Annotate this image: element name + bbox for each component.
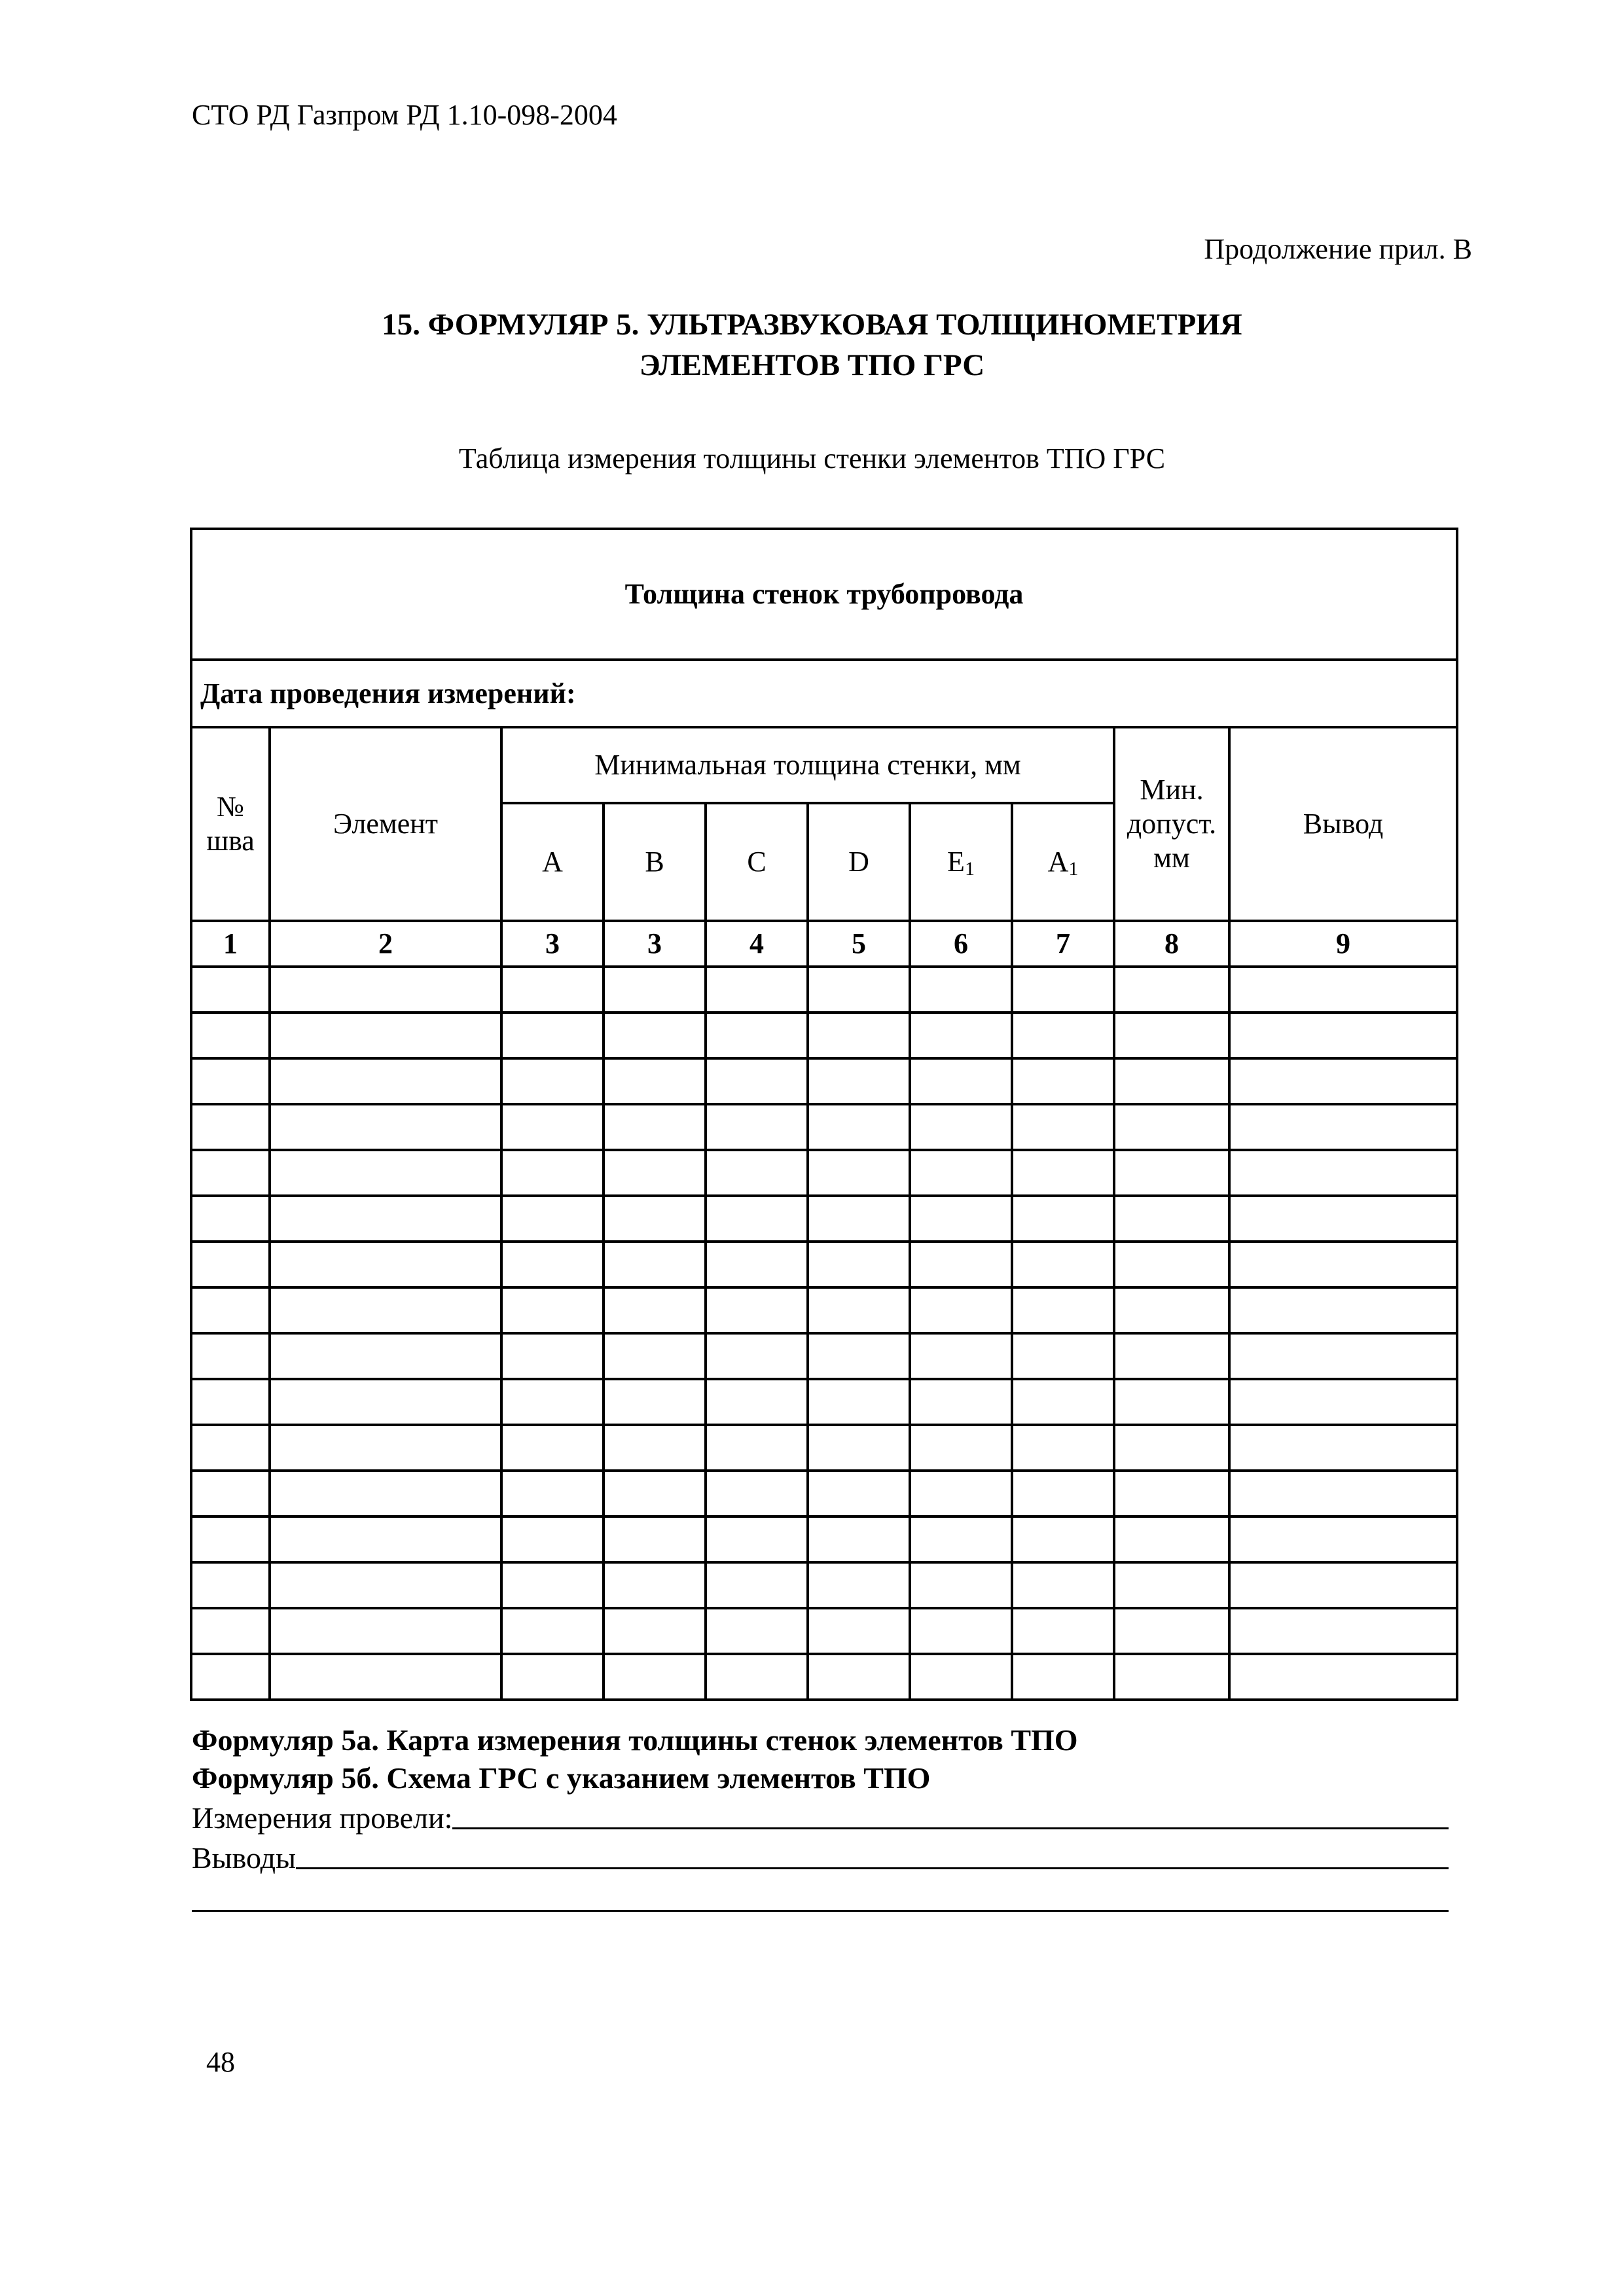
continuation-note: Продолжение прил. В: [1204, 233, 1472, 265]
table-cell[interactable]: [270, 1333, 501, 1379]
table-caption: Таблица измерения толщины стенки элементов ТПО ГРС: [458, 442, 1166, 475]
table-cell[interactable]: [1229, 1333, 1457, 1379]
table-row: [191, 1196, 1457, 1242]
measurement-date-field[interactable]: Дата проведения измерений:: [191, 660, 1457, 727]
table-cell[interactable]: [1012, 1471, 1114, 1516]
table-cell[interactable]: [1114, 1013, 1229, 1058]
table-cell[interactable]: [1229, 1608, 1457, 1654]
table-cell[interactable]: [270, 1242, 501, 1287]
table-cell[interactable]: [706, 967, 808, 1013]
header-point-a: A: [501, 803, 604, 921]
table-cell[interactable]: [501, 1425, 604, 1471]
table-cell[interactable]: [604, 967, 706, 1013]
table-row: [191, 1104, 1457, 1150]
table-cell[interactable]: [191, 1562, 270, 1608]
table-cell[interactable]: [706, 1287, 808, 1333]
table-cell[interactable]: [1229, 1196, 1457, 1242]
header-seam-number: № шва: [191, 727, 270, 921]
table-row: [191, 1471, 1457, 1516]
column-number-row: [191, 921, 1457, 967]
table-cell[interactable]: [501, 1196, 604, 1242]
table-cell[interactable]: [1114, 1379, 1229, 1425]
column-number-cell: 3: [604, 921, 706, 967]
table-cell[interactable]: [501, 1654, 604, 1700]
table-cell[interactable]: [270, 1562, 501, 1608]
table-cell[interactable]: [1229, 1379, 1457, 1425]
table-cell[interactable]: [270, 1425, 501, 1471]
table-cell[interactable]: [1114, 1333, 1229, 1379]
table-cell[interactable]: [604, 1562, 706, 1608]
table-cell[interactable]: [706, 1150, 808, 1196]
measured-by-field[interactable]: [192, 1797, 1449, 1837]
table-cell[interactable]: [191, 1608, 270, 1654]
table-cell[interactable]: [706, 1379, 808, 1425]
table-main-header: Толщина стенок трубопровода: [191, 529, 1457, 660]
header-point-e1: $E_1$: [910, 803, 1012, 921]
table-row: [191, 1516, 1457, 1562]
form-title-line-1: 15. ФОРМУЛЯР 5. УЛЬТРАЗВУКОВАЯ ТОЛЩИНОМЕТРИЯ: [382, 308, 1242, 342]
table-row: [191, 1654, 1457, 1700]
table-cell[interactable]: [1012, 1150, 1114, 1196]
table-cell[interactable]: [501, 1333, 604, 1379]
table-cell[interactable]: [1114, 1058, 1229, 1104]
table-cell[interactable]: [1114, 1196, 1229, 1242]
table-cell[interactable]: [1114, 1242, 1229, 1287]
table-cell[interactable]: [501, 1104, 604, 1150]
table-cell[interactable]: [808, 1562, 910, 1608]
table-cell[interactable]: [191, 1058, 270, 1104]
table-cell[interactable]: [808, 1608, 910, 1654]
table-cell[interactable]: [1012, 1562, 1114, 1608]
table-cell[interactable]: [501, 1242, 604, 1287]
table-cell[interactable]: [808, 1333, 910, 1379]
table-cell[interactable]: [604, 1242, 706, 1287]
table-cell[interactable]: [910, 1379, 1012, 1425]
table-cell[interactable]: [604, 1654, 706, 1700]
header-point-b: B: [604, 803, 706, 921]
table-cell[interactable]: [808, 1104, 910, 1150]
table-cell[interactable]: [1012, 1196, 1114, 1242]
table-cell[interactable]: [270, 967, 501, 1013]
table-cell[interactable]: [191, 1516, 270, 1562]
table-cell[interactable]: [1012, 1379, 1114, 1425]
table-cell[interactable]: [270, 1150, 501, 1196]
table-cell[interactable]: [808, 1058, 910, 1104]
table-cell[interactable]: [1229, 1654, 1457, 1700]
table-cell[interactable]: [501, 967, 604, 1013]
table-cell[interactable]: [1229, 1013, 1457, 1058]
table-cell[interactable]: [191, 967, 270, 1013]
table-cell[interactable]: [706, 1425, 808, 1471]
table-cell[interactable]: [706, 1013, 808, 1058]
form-title: [0, 304, 1624, 386]
table-cell[interactable]: [270, 1196, 501, 1242]
table-cell[interactable]: [501, 1058, 604, 1104]
page-number: 48: [206, 2046, 235, 2078]
table-cell[interactable]: [191, 1425, 270, 1471]
table-cell[interactable]: [270, 1516, 501, 1562]
table-cell[interactable]: [501, 1287, 604, 1333]
table-cell[interactable]: [1012, 967, 1114, 1013]
table-cell[interactable]: [270, 1058, 501, 1104]
table-cell[interactable]: [910, 1104, 1012, 1150]
table-cell[interactable]: [1012, 1287, 1114, 1333]
table-cell[interactable]: [808, 1471, 910, 1516]
table-cell[interactable]: [270, 1104, 501, 1150]
table-cell[interactable]: [706, 1471, 808, 1516]
table-cell[interactable]: [1229, 1471, 1457, 1516]
table-cell[interactable]: [604, 1287, 706, 1333]
table-row: [191, 1608, 1457, 1654]
table-row: [191, 1562, 1457, 1608]
table-cell[interactable]: [808, 1150, 910, 1196]
table-row: [191, 1287, 1457, 1333]
table-cell[interactable]: [808, 1196, 910, 1242]
table-cell[interactable]: [270, 1287, 501, 1333]
thickness-table: [190, 528, 1458, 1701]
table-cell[interactable]: [191, 1150, 270, 1196]
column-number-cell: 1: [191, 921, 270, 967]
table-row: [191, 1013, 1457, 1058]
table-cell[interactable]: [808, 1654, 910, 1700]
table-cell[interactable]: [808, 1242, 910, 1287]
table-cell[interactable]: [910, 967, 1012, 1013]
table-cell[interactable]: [604, 1058, 706, 1104]
table-cell[interactable]: [1114, 1471, 1229, 1516]
table-cell[interactable]: [191, 1333, 270, 1379]
table-cell[interactable]: [191, 1471, 270, 1516]
table-cell[interactable]: [1012, 1104, 1114, 1150]
table-row: [191, 1150, 1457, 1196]
table-cell[interactable]: [706, 1058, 808, 1104]
column-number-cell: 7: [1012, 921, 1114, 967]
table-cell[interactable]: [1114, 967, 1229, 1013]
header-point-c: C: [706, 803, 808, 921]
form-title-line-2: ЭЛЕМЕНТОВ ТПО ГРС: [639, 348, 985, 382]
table-cell[interactable]: [910, 1196, 1012, 1242]
table-row: [191, 1333, 1457, 1379]
table-cell[interactable]: [808, 1013, 910, 1058]
table-cell[interactable]: [1229, 1516, 1457, 1562]
table-row: [191, 1242, 1457, 1287]
table-cell[interactable]: [604, 1150, 706, 1196]
table-cell[interactable]: [910, 1516, 1012, 1562]
table-cell[interactable]: [191, 1242, 270, 1287]
table-cell[interactable]: [808, 1379, 910, 1425]
table-cell[interactable]: [604, 1471, 706, 1516]
conclusions-label: Выводы: [192, 1841, 296, 1874]
table-cell[interactable]: [1114, 1150, 1229, 1196]
table-cell[interactable]: [1012, 1425, 1114, 1471]
table-row: [191, 1058, 1457, 1104]
conclusions-field[interactable]: [192, 1837, 1449, 1877]
header-point-a1: $A_1$: [1012, 803, 1114, 921]
header-conclusion: Вывод: [1229, 727, 1457, 921]
table-cell[interactable]: [604, 1516, 706, 1562]
header-point-d: D: [808, 803, 910, 921]
table-cell[interactable]: [270, 1379, 501, 1425]
table-cell[interactable]: [706, 1104, 808, 1150]
column-number-cell: 9: [1229, 921, 1457, 967]
table-cell[interactable]: [1114, 1608, 1229, 1654]
table-cell[interactable]: [604, 1333, 706, 1379]
table-cell[interactable]: [706, 1516, 808, 1562]
table-cell[interactable]: [191, 1379, 270, 1425]
table-cell[interactable]: [1229, 1425, 1457, 1471]
table-cell[interactable]: [706, 1608, 808, 1654]
table-cell[interactable]: [501, 1562, 604, 1608]
table-cell[interactable]: [1229, 967, 1457, 1013]
table-cell[interactable]: [910, 1058, 1012, 1104]
table-row: [191, 967, 1457, 1013]
form-footer: [192, 1721, 1449, 1912]
table-cell[interactable]: [191, 1013, 270, 1058]
table-cell[interactable]: [1229, 1058, 1457, 1104]
table-cell[interactable]: [191, 1196, 270, 1242]
table-cell[interactable]: [910, 1287, 1012, 1333]
table-cell[interactable]: [604, 1379, 706, 1425]
table-cell[interactable]: [501, 1608, 604, 1654]
table-cell[interactable]: [706, 1562, 808, 1608]
table-cell[interactable]: [1012, 1654, 1114, 1700]
table-cell[interactable]: [604, 1104, 706, 1150]
table-cell[interactable]: [910, 1608, 1012, 1654]
table-cell[interactable]: [1114, 1516, 1229, 1562]
header-min-thickness: Минимальная толщина стенки, мм: [501, 727, 1114, 803]
table-cell[interactable]: [910, 1425, 1012, 1471]
table-cell[interactable]: [604, 1196, 706, 1242]
table-cell[interactable]: [910, 1562, 1012, 1608]
table-cell[interactable]: [808, 1425, 910, 1471]
table-cell[interactable]: [1012, 1242, 1114, 1287]
column-number-cell: 3: [501, 921, 604, 967]
table-cell[interactable]: [706, 1654, 808, 1700]
table-cell[interactable]: [501, 1471, 604, 1516]
table-cell[interactable]: [1012, 1058, 1114, 1104]
column-number-cell: 4: [706, 921, 808, 967]
table-cell[interactable]: [501, 1516, 604, 1562]
table-cell[interactable]: [1229, 1562, 1457, 1608]
footer-form-5b: Формуляр 5б. Схема ГРС с указанием элементов ТПО: [192, 1761, 931, 1795]
table-row: [191, 1425, 1457, 1471]
table-cell[interactable]: [501, 1379, 604, 1425]
table-row: [191, 1379, 1457, 1425]
table-cell[interactable]: [191, 1104, 270, 1150]
table-cell[interactable]: [501, 1013, 604, 1058]
table-cell[interactable]: [1229, 1287, 1457, 1333]
table-cell[interactable]: [706, 1333, 808, 1379]
table-cell[interactable]: [604, 1425, 706, 1471]
table-cell[interactable]: [1114, 1287, 1229, 1333]
header-element: Элемент: [270, 727, 501, 921]
document-code: СТО РД Газпром РД 1.10-098-2004: [192, 99, 617, 131]
footer-form-5a: Формуляр 5а. Карта измерения толщины стенок элементов ТПО: [192, 1723, 1078, 1757]
conclusions-extra-line[interactable]: [192, 1877, 1449, 1912]
column-number-cell: 2: [270, 921, 501, 967]
table-cell[interactable]: [604, 1013, 706, 1058]
table-cell[interactable]: [1114, 1104, 1229, 1150]
table-cell[interactable]: [270, 1013, 501, 1058]
table-cell[interactable]: [910, 1242, 1012, 1287]
table-cell[interactable]: [270, 1471, 501, 1516]
table-cell[interactable]: [1229, 1104, 1457, 1150]
table-cell[interactable]: [1012, 1608, 1114, 1654]
table-cell[interactable]: [808, 1516, 910, 1562]
table-cell[interactable]: [1229, 1242, 1457, 1287]
conclusions-line[interactable]: [296, 1837, 1449, 1869]
measured-by-line[interactable]: [452, 1797, 1449, 1829]
table-cell[interactable]: [808, 967, 910, 1013]
table-cell[interactable]: [910, 1013, 1012, 1058]
column-number-cell: 8: [1114, 921, 1229, 967]
table-cell[interactable]: [910, 1333, 1012, 1379]
table-cell[interactable]: [808, 1287, 910, 1333]
measured-by-label: Измерения провели:: [192, 1801, 453, 1835]
column-number-cell: 5: [808, 921, 910, 967]
table-cell[interactable]: [1229, 1150, 1457, 1196]
table-cell[interactable]: [1114, 1425, 1229, 1471]
table-cell[interactable]: [191, 1654, 270, 1700]
table-cell[interactable]: [706, 1196, 808, 1242]
table-cell[interactable]: [191, 1287, 270, 1333]
column-number-cell: 6: [910, 921, 1012, 967]
table-cell[interactable]: [1114, 1654, 1229, 1700]
table-cell[interactable]: [910, 1471, 1012, 1516]
table-cell[interactable]: [706, 1242, 808, 1287]
table-cell[interactable]: [1012, 1516, 1114, 1562]
header-min-allowed: Мин. допуст. мм: [1114, 727, 1229, 921]
table-cell[interactable]: [1012, 1333, 1114, 1379]
table-cell[interactable]: [910, 1150, 1012, 1196]
table-cell[interactable]: [270, 1608, 501, 1654]
table-cell[interactable]: [270, 1654, 501, 1700]
table-cell[interactable]: [501, 1150, 604, 1196]
table-cell[interactable]: [1114, 1562, 1229, 1608]
table-cell[interactable]: [604, 1608, 706, 1654]
table-cell[interactable]: [1012, 1013, 1114, 1058]
table-cell[interactable]: [910, 1654, 1012, 1700]
